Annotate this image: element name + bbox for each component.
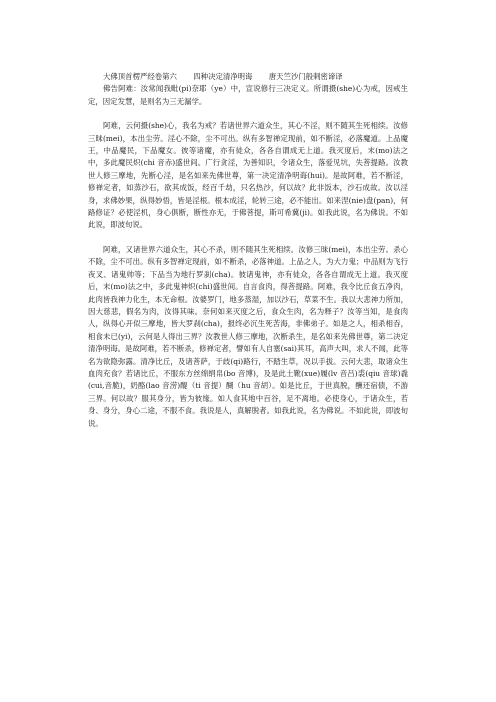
document-heading [88,71,408,83]
paragraph-intro: 佛告阿难：汝常闻我毗(pi)奈耶（ye）中，宣说修行三决定义。所谓摄(she)心为戒，因戒生定，因定发慧，是则名为三无漏学。 [88,84,408,106]
chapter-title: 四种决定清净明诲 [193,72,253,81]
document-body [88,71,408,430]
paragraph-precept-lust: 阿难，云何摄(she)心，我名为戒？若诸世界六道众生，其心不淫，则不随其生死相续。汝修三昧(mei)，本出尘劳。淫心不除，尘不可出。纵有多智禅定现前，如不断淫，必落魔道。上品魔王，中品魔民，下品魔女。彼等诸魔，亦有徒众，各各自谓成无上道。我灭度后，末(mo)法之中，多此魔民炽(chi 音赤)盛世间。广行贪淫，为善知识，令诸众生，落爱见坑，失菩提路。汝教世人修三摩地，先断心淫，是名如来先佛世尊，第一决定清净明诲(hui)。是故阿难，若不断淫，修禅定者，如蒸沙石，欲其成饭，经百千劫，只名热沙，何以故？此非饭本，沙石成故。汝以淫身，求佛妙果，纵得妙悟，皆是淫根。根本成淫，轮转三途，必不能出。如来涅(nie)盘(pan)，何路修证？必使淫机，身心俱断，断性亦无，于佛菩提，斯可希冀(ji)。如我此说，名为佛说。不如此说，即波旬说。 [88,121,408,230]
paragraph-precept-killing: 阿难，又诸世界六道众生，其心不杀，则不随其生死相续。汝修三昧(mei)，本出尘劳。杀心不除，尘不可出。纵有多智禅定现前，如不断杀，必落神道。上品之人，为大力鬼；中品则为飞行夜叉、诸鬼帅等；下品当为地行罗刹(cha)。彼诸鬼神，亦有徒众，各各自谓成无上道。我灭度后，末(mo)法之中，多此鬼神炽(chi)盛世间。自言食肉，得菩提路。阿难，我令比丘食五净肉，此肉皆我神力化生，本无命根。汝婆罗门，地多蒸湿，加以沙石，草菜不生。我以大悲神力所加，因大慈悲，假名为肉，汝得其味。奈何如来灭度之后，食众生肉，名为释子？汝等当知，是食肉人，纵得心开似三摩地，皆大罗刹(cha)，报终必沉生死苦海，非佛弟子。如是之人，相杀相吞，相食未已(yi)，云何是人得出三界？汝教世人修三摩地，次断杀生，是名如来先佛世尊，第二决定清净明诲。是故阿难，若不断杀，修禅定者，譬如有人自塞(sai)其耳，高声大叫，求人不闻，此等名为欲隐弥露。清净比丘，及诸菩萨，于歧(qi)路行，不踏生草，况以手拔。云何大悲，取诸众生血肉充食？若诸比丘，不服东方丝绵绢帛(bo 音博)，及是此土靴(xue)履(lv 音吕)裘(qiu 音球)毳(cui,音脆)，奶酪(lao 音涝)醍（ti 音提）醐（hu 音胡）。如是比丘，于世真脱，酬还宿债，不游三界。何以故？服其身分，皆为彼缘。如人食其地中百谷，足不离地。必使身心，于诸众生，若身、身分，身心二途，不服不食。我说是人，真解脱者。如我此说，名为佛说。不如此说，即波旬说。 [88,244,408,428]
sutra-title: 大佛顶首楞严经卷第六 [103,72,177,81]
translator-credit: 唐天竺沙门般剌密谛译 [268,72,343,81]
